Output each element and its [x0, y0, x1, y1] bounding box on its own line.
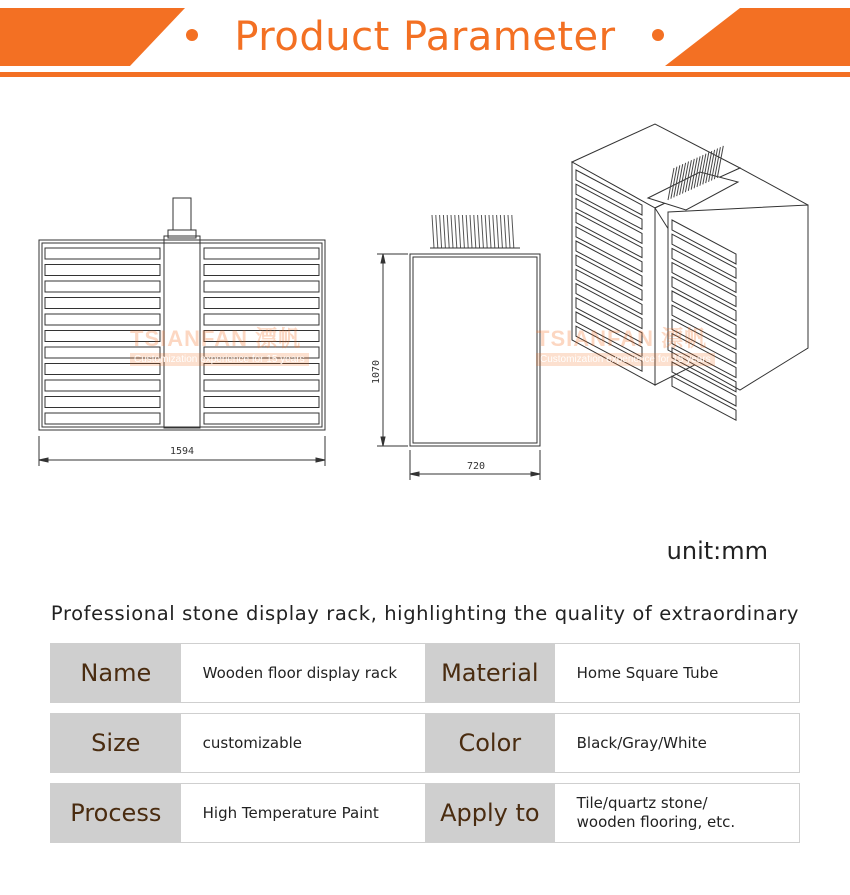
side-height-dimension: 1070: [371, 359, 382, 385]
spec-label: Size: [51, 714, 181, 772]
front-width-dimension: 1594: [169, 446, 195, 457]
spec-label: Apply to: [425, 784, 555, 842]
drawing-line: [493, 215, 495, 248]
drawing-line: [204, 281, 319, 292]
spec-value: Wooden floor display rack: [202, 663, 398, 682]
side-view-drawing: [377, 215, 540, 480]
drawing-line: [45, 248, 160, 259]
drawing-line: [204, 397, 319, 408]
drawing-line: [451, 215, 453, 248]
drawing-line: [432, 215, 434, 248]
drawing-line: [45, 281, 160, 292]
watermark-left: TSIANFAN 漂帆 Customization experience for 15 years: [130, 322, 309, 366]
drawing-line: [45, 413, 160, 424]
drawing-line: [474, 215, 476, 248]
spec-value: Black/Gray/White: [576, 733, 707, 752]
drawing-line: [466, 215, 468, 248]
drawing-line: [459, 215, 461, 248]
spec-table: [50, 643, 800, 853]
drawing-line: [504, 215, 506, 248]
isometric-view-drawing: [572, 124, 808, 420]
technical-drawings: [0, 95, 850, 525]
spec-label: Name: [51, 644, 181, 702]
spec-value: High Temperature Paint: [202, 803, 379, 822]
drawing-line: [478, 215, 480, 248]
drawing-line: [489, 215, 491, 248]
page-title: Product Parameter: [0, 14, 850, 60]
drawing-line: [204, 413, 319, 424]
spec-row-process: [50, 783, 800, 843]
spec-row-name: [50, 643, 800, 703]
drawing-line: [436, 215, 438, 248]
subtitle: Professional stone display rack, highlighting the quality of extraordinary: [50, 602, 800, 625]
spec-label: Material: [425, 644, 555, 702]
side-depth-dimension: 720: [466, 461, 486, 472]
drawing-line: [45, 265, 160, 276]
spec-label: Color: [425, 714, 555, 772]
unit-note: unit:mm: [666, 537, 768, 565]
drawing-line: [508, 215, 510, 248]
drawing-line: [45, 380, 160, 391]
drawing-line: [462, 215, 464, 248]
bullet-left-icon: [186, 29, 198, 41]
drawing-line: [204, 380, 319, 391]
drawing-line: [497, 215, 499, 248]
spec-row-size: [50, 713, 800, 773]
drawing-line: [512, 215, 514, 248]
spec-value: Home Square Tube: [576, 663, 719, 682]
spec-value: customizable: [202, 733, 303, 752]
spec-label: Process: [51, 784, 181, 842]
watermark-right: TSIANFAN 漂帆 Customization experience for 15 years: [536, 322, 715, 366]
drawing-line: [455, 215, 457, 248]
drawing-line: [485, 215, 487, 248]
drawing-line: [440, 215, 442, 248]
drawing-line: [447, 215, 449, 248]
spec-value: Tile/quartz stone/ wooden flooring, etc.: [576, 794, 736, 831]
drawing-line: [443, 215, 445, 248]
drawing-line: [204, 265, 319, 276]
drawing-line: [481, 215, 483, 248]
drawing-line: [45, 397, 160, 408]
bullet-right-icon: [652, 29, 664, 41]
drawing-line: [500, 215, 502, 248]
drawing-line: [204, 248, 319, 259]
drawing-line: [470, 215, 472, 248]
drawing-line: [45, 298, 160, 309]
drawing-line: [204, 298, 319, 309]
